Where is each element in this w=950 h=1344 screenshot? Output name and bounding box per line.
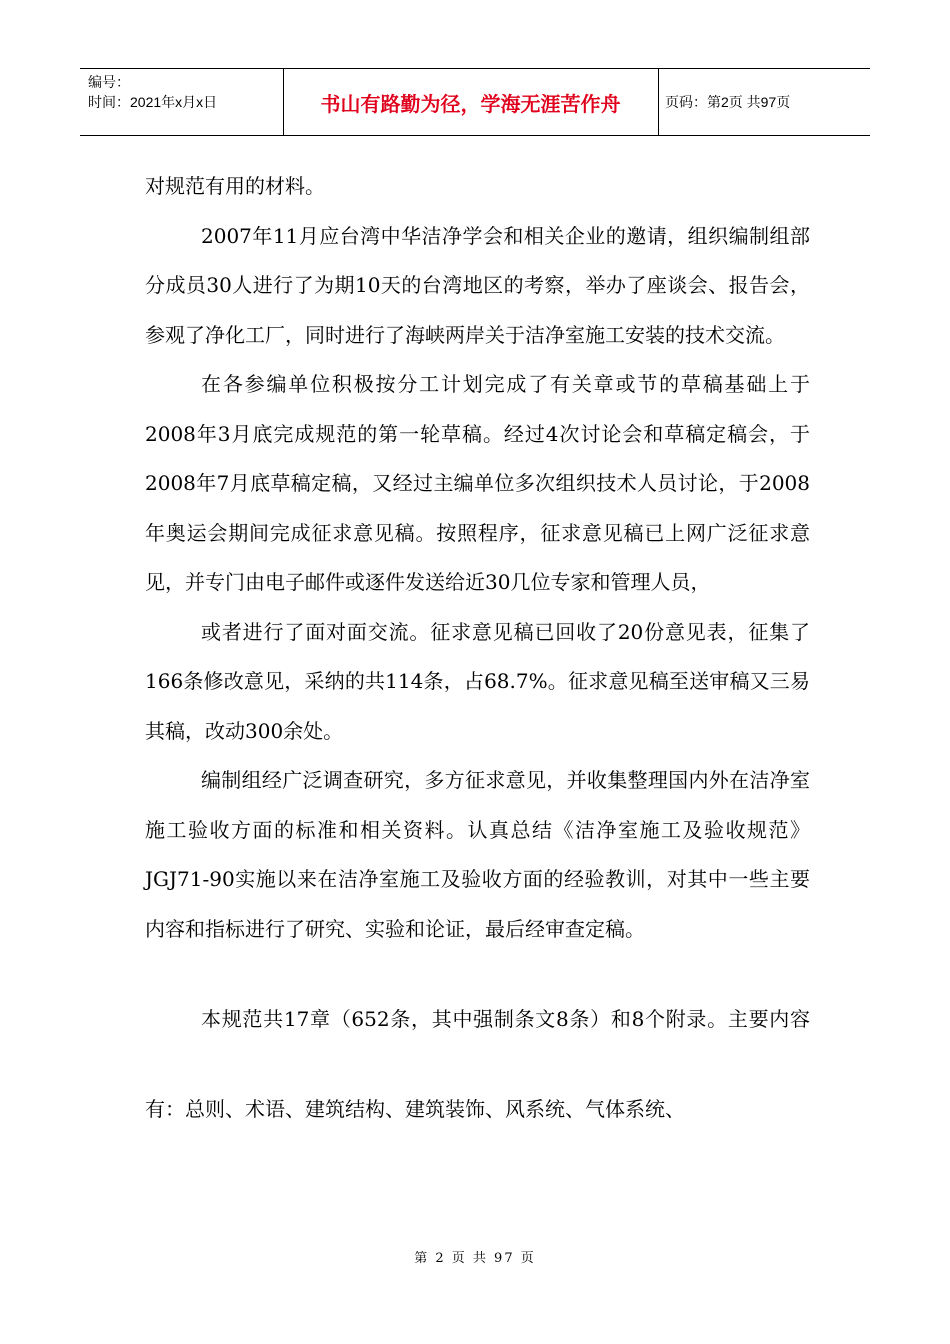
header-divider-right [658, 68, 659, 136]
document-date: 时间：2021年x月x日 [88, 94, 218, 110]
page-footer: 第 2 页 共 97 页 [414, 1251, 536, 1266]
paragraph: 本规范共17章（652条，其中强制条文8条）和8个附录。主要内容有：总则、术语、建筑结构、建筑装饰、风系统、气体系统、 [145, 1007, 810, 1121]
paragraph: 编制组经广泛调查研究，多方征求意见，并收集整理国内外在洁净室施工验收方面的标准和相关资料。认真总结《洁净室施工及验收规范》JGJ71-90实施以来在洁净室施工及验收方面的经验教训，对其中一些主要内容和指标进行了研究、实验和论证，最后经审查定稿。 [145, 768, 810, 941]
paragraph: 或者进行了面对面交流。征求意见稿已回收了20份意见表，征集了166条修改意见，采纳的共114条，占68.7%。征求意见稿至送审稿又三易其稿，改动300余处。 [145, 619, 810, 743]
header-motto: 书山有路勤为径，学海无涯苦作舟 [320, 91, 621, 116]
paragraph: 对规范有用的材料。 [145, 174, 325, 198]
header-page-code: 页码：第2页 共97页 [665, 94, 791, 110]
paragraph: 在各参编单位积极按分工计划完成了有关章或节的草稿基础上于2008年3月底完成规范的第一轮草稿。经过4次讨论会和草稿定稿会，于2008年7月底草稿定稿，又经过主编单位多次组织技术人员讨论，于2008年奥运会期间完成征求意见稿。按照程序，征求意见稿已上网广泛征求意见，并专门由电子邮件或逐件发送给近30几位专家和管理人员， [145, 372, 810, 594]
document-body [145, 162, 810, 1154]
page-header [80, 68, 870, 136]
document-number-label: 编号： [88, 74, 130, 90]
paragraph: 2007年11月应台湾中华洁净学会和相关企业的邀请，组织编制组部分成员30人进行了为期10天的台湾地区的考察，举办了座谈会、报告会，参观了净化工厂，同时进行了海峡两岸关于洁净室施工安装的技术交流。 [145, 223, 810, 347]
header-meta [88, 72, 278, 112]
